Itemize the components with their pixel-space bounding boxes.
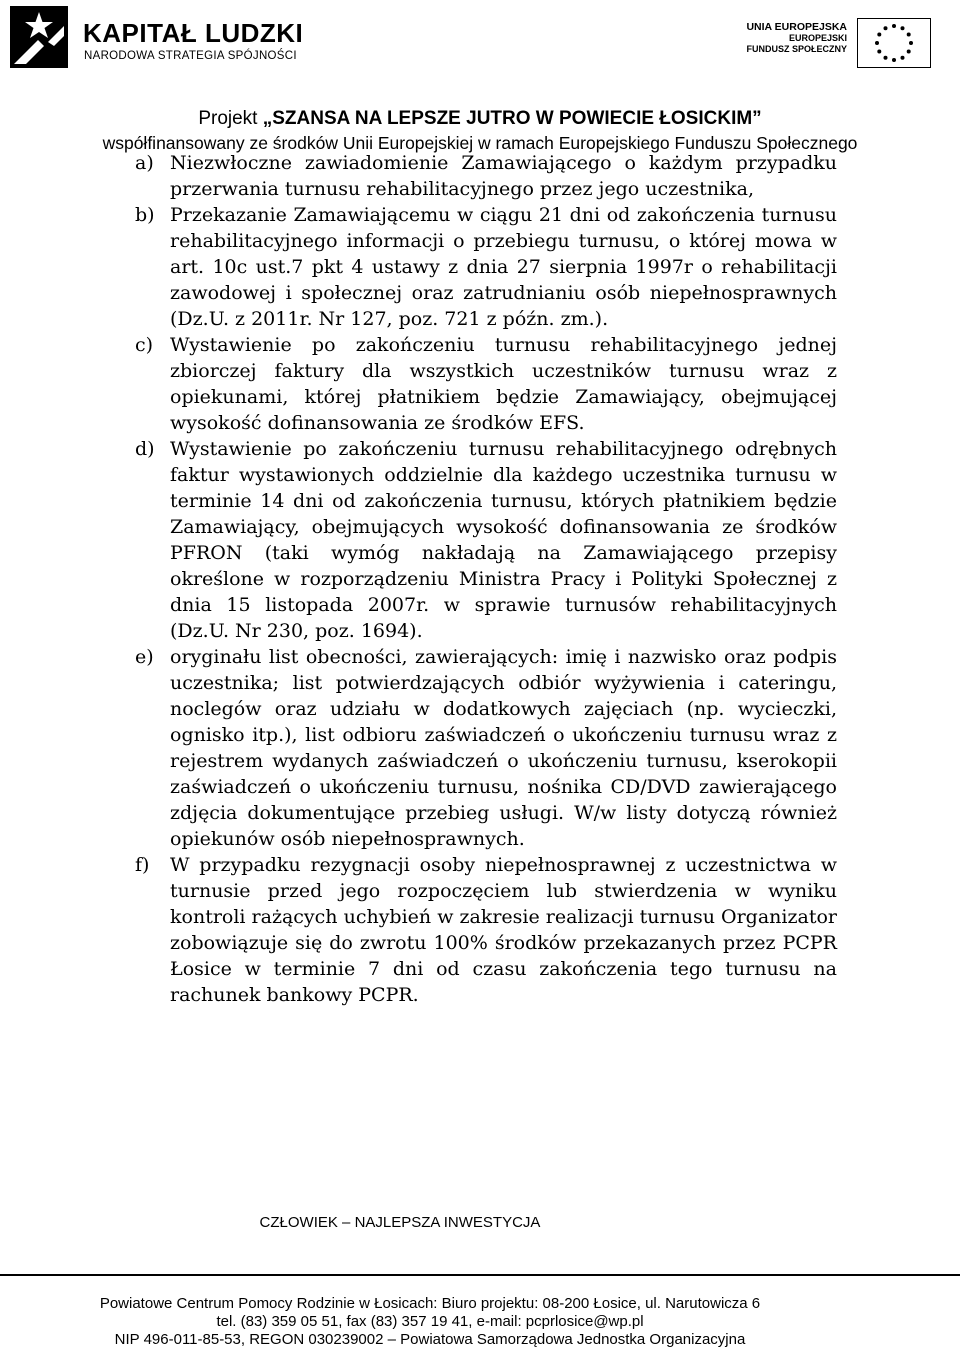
list-item-text: Niezwłoczne zawiadomienie Zamawiającego o każdym przypadku przerwania turnusu rehabilitacyjnego przez jego uczestnika,: [170, 152, 837, 200]
list-marker: f): [135, 854, 150, 876]
eu-flag-icon: [857, 18, 931, 68]
list-marker: a): [135, 152, 154, 174]
project-name: „SZANSA NA LEPSZE JUTRO W POWIECIE ŁOSICKIM”: [262, 108, 762, 129]
list-marker: c): [135, 334, 154, 356]
kapital-ludzki-logo: [8, 4, 304, 74]
eu-logo-line3: FUNDUSZ SPOŁECZNY: [746, 44, 847, 54]
list-item-text: Wystawienie po zakończeniu turnusu rehabilitacyjnego odrębnych faktur wystawionych oddzielnie dla każdego uczestnika turnusu w terminie 14 dni od zakończenia turnusu, których płatnikiem będzie Zamawiający, obejmujących wysokość dofinansowania ze środków PFRON (taki wymóg nakładają na Zamawiającego przepisy określone w rozporządzeniu Ministra Pracy i Polityki Społecznej z dnia 15 listopada 2007r. w sprawie turnusów rehabilitacyjnych (Dz.U. Nr 230, poz. 1694).: [170, 438, 837, 642]
list-item-b: [135, 202, 837, 332]
obligations-list: [0, 150, 960, 1008]
footer-divider: [0, 1274, 960, 1276]
list-item-d: [135, 436, 837, 644]
project-prefix: Projekt: [198, 108, 263, 129]
footer-contact: tel. (83) 359 05 51, fax (83) 357 19 41, e-mail: pcprlosice@wp.pl: [216, 1313, 644, 1330]
list-marker: d): [135, 438, 155, 460]
eu-efs-logo: [697, 18, 942, 68]
eu-logo-line2: EUROPEJSKI: [788, 33, 847, 43]
list-item-text: W przypadku rezygnacji osoby niepełnosprawnej z uczestnictwa w turnusie przed jego rozpoczęciem lub stwierdzenia w wyniku kontroli rażących uchybień w zakresie realizacji turnusu Organizator zobowiązuje się do zwrotu 100% środków przekazanych przez PCPR Łosice w terminie 7 dni od czasu zakończenia tego turnusu na rachunek bankowy PCPR.: [170, 854, 837, 1006]
kapital-ludzki-title: KAPITAŁ LUDZKI: [83, 18, 304, 48]
list-marker: e): [135, 646, 154, 668]
eu-logo-text: [697, 22, 847, 55]
list-item-text: Wystawienie po zakończeniu turnusu rehabilitacyjnego jednej zbiorczej faktury dla wszystkich uczestników turnusu wraz z opiekunami, której płatnikiem będzie Zamawiający, obejmującej wysokość dofinansowania ze środków EFS.: [170, 334, 837, 434]
list-item-e: [135, 644, 837, 852]
project-cofinance: współfinansowany ze środków Unii Europejskiej w ramach Europejskiego Funduszu Społecznego: [102, 133, 858, 153]
footer-address: Powiatowe Centrum Pomocy Rodzinie w Łosicach: Biuro projektu: 08-200 Łosice, ul. Narutowicza 6: [99, 1295, 761, 1312]
list-item-text: Przekazanie Zamawiającemu w ciągu 21 dni od zakończenia turnusu rehabilitacyjnego informacji o przebiegu turnusu, o której mowa w art. 10c ust.7 pkt 4 ustawy z dnia 27 sierpnia 1997r o rehabilitacji zawodowej i społecznej oraz zatrudnianiu osób niepełnosprawnych (Dz.U. z 2011r. Nr 127, poz. 721 z późn. zm.).: [170, 204, 837, 330]
project-title: [0, 108, 960, 130]
list-item-f: [135, 852, 837, 1008]
footer-slogan: CZŁOWIEK – NAJLEPSZA INWESTYCJA: [259, 1214, 541, 1231]
list-item-c: [135, 332, 837, 436]
kapital-ludzki-subtitle: NARODOWA STRATEGIA SPÓJNOŚCI: [84, 50, 297, 62]
list-item-text: oryginału list obecności, zawierających: imię i nazwisko oraz podpis uczestnika; list potwierdzających odbiór wyżywienia i cateringu, noclegów oraz udziału w dodatkowych zajęciach (np. wycieczki, ognisko itp.), list odbioru zaświadczeń o ukończeniu turnusu wraz z rejestrem wydanych zaświadczeń o ukończeniu turnusu, kserokopii zaświadczeń o ukończeniu turnusu, nośnika CD/DVD zawierającego zdjęcia dokumentujące przebieg usługi. W/w listy dotyczą również opiekunów osób niepełnosprawnych.: [170, 646, 837, 850]
eu-logo-line1: UNIA EUROPEJSKA: [746, 21, 847, 33]
list-item-a: [135, 150, 837, 202]
kapital-ludzki-emblem-icon: [8, 4, 70, 70]
list-marker: b): [135, 204, 155, 226]
footer-registry: NIP 496-011-85-53, REGON 030239002 – Powiatowa Samorządowa Jednostka Organizacyjna: [114, 1331, 746, 1348]
